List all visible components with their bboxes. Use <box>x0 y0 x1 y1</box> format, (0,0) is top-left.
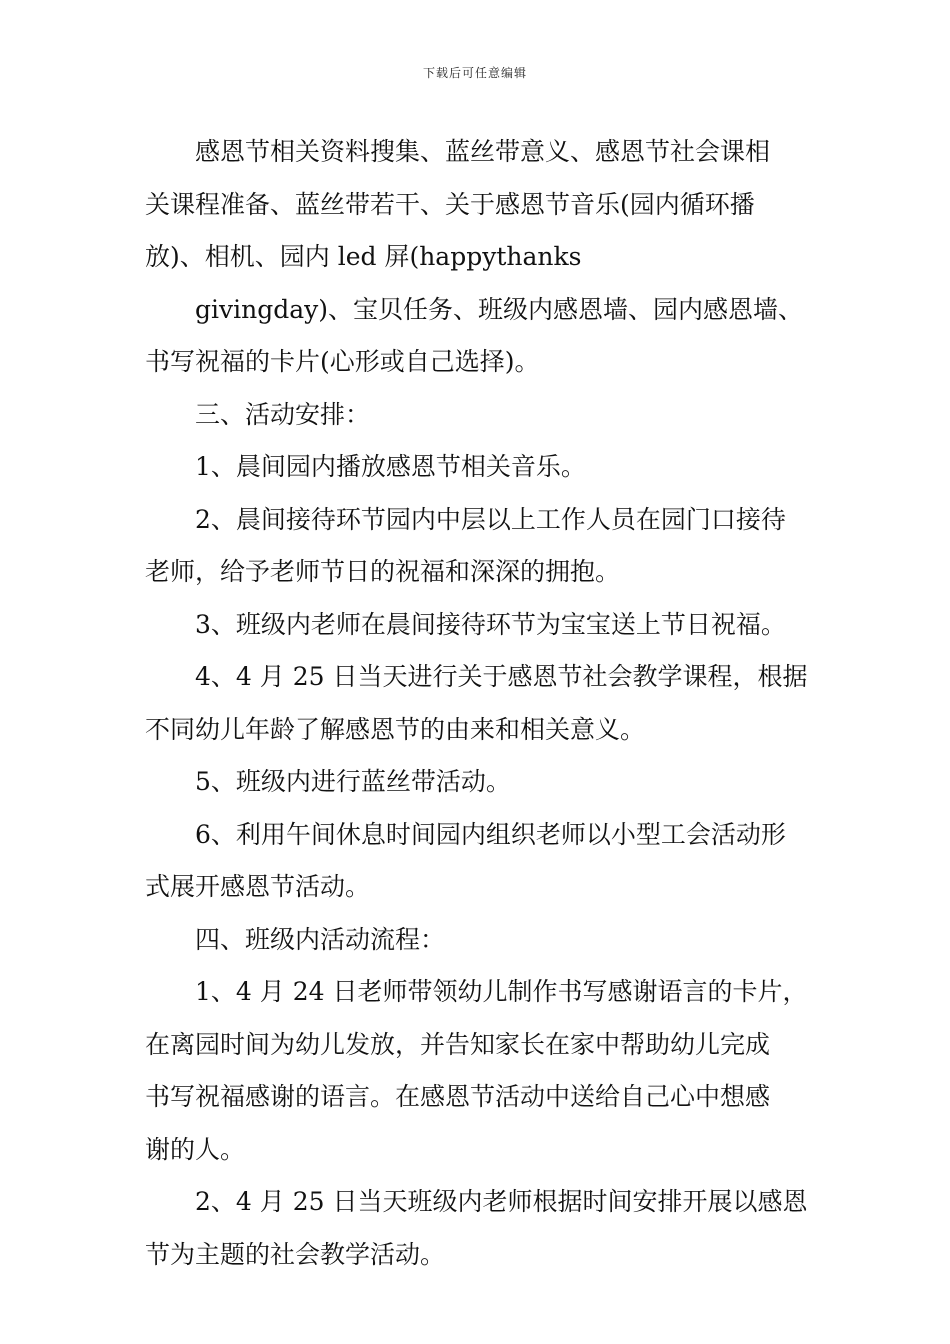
body-line-8: 2、晨间接待环节园内中层以上工作人员在园门口接待 <box>195 504 786 534</box>
section-heading-activity-arrangement: 三、活动安排： <box>195 399 371 429</box>
body-line-5: 书写祝福的卡片(心形或自己选择)。 <box>145 347 540 376</box>
body-line-1: 感恩节相关资料搜集、蓝丝带意义、感恩节社会课相 <box>195 137 771 166</box>
body-line-11: 4、4 月 25 日当天进行关于感恩节社会教学课程，根据 <box>195 662 808 691</box>
body-line-20: 谢的人。 <box>145 1134 246 1164</box>
body-line-18: 在离园时间为幼儿发放，并告知家长在家中帮助幼儿完成 <box>145 1029 771 1059</box>
body-line-17: 1、4 月 24 日老师带领幼儿制作书写感谢语言的卡片， <box>195 977 808 1006</box>
header-note: 下载后可任意编辑 <box>422 66 527 80</box>
body-line-3: 放)、相机、园内 led 屏(happythanks <box>145 242 582 271</box>
body-line-21: 2、4 月 25 日当天班级内老师根据时间安排开展以感恩 <box>195 1187 808 1216</box>
body-line-14: 6、利用午间休息时间园内组织老师以小型工会活动形 <box>195 819 786 849</box>
body-line-13: 5、班级内进行蓝丝带活动。 <box>195 767 511 796</box>
body-line-10: 3、班级内老师在晨间接待环节为宝宝送上节日祝福。 <box>195 609 786 639</box>
body-line-2: 关课程准备、蓝丝带若干、关于感恩节音乐(园内循环播 <box>145 189 755 219</box>
document-body <box>145 126 810 1281</box>
body-line-22: 节为主题的社会教学活动。 <box>145 1239 446 1269</box>
body-line-9: 老师，给予老师节日的祝福和深深的拥抱。 <box>145 557 621 586</box>
body-line-19: 书写祝福感谢的语言。在感恩节活动中送给自己心中想感 <box>145 1082 771 1111</box>
body-line-7: 1、晨间园内播放感恩节相关音乐。 <box>195 452 586 481</box>
body-line-12: 不同幼儿年龄了解感恩节的由来和相关意义。 <box>145 714 646 744</box>
section-heading-class-activity-flow: 四、班级内活动流程： <box>195 924 446 954</box>
body-line-4: givingday)、宝贝任务、班级内感恩墙、园内感恩墙、 <box>195 294 804 324</box>
body-line-15: 式展开感恩节活动。 <box>145 872 371 901</box>
